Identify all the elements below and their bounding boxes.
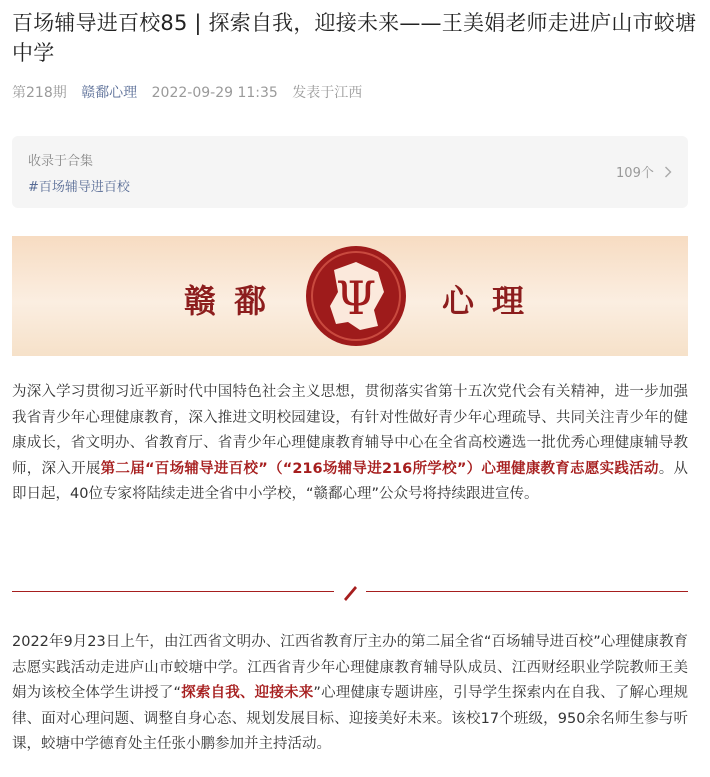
divider-line-left	[12, 591, 334, 592]
collection-card[interactable]	[12, 136, 688, 208]
paragraph-2-text-end: ”心理健康专题讲座，引导学生探索内在自我、了解心理规律、面对心理问题、调整自身心态、规划发展目标、迎接美好未来。该校17个班级，950余名师生参与听课，蛟塘中学德育处主任张小鹏参加并主持活动。	[12, 685, 689, 752]
psychology-logo-icon	[300, 240, 412, 352]
paragraph-2-highlight: 探索自我、迎接未来	[181, 685, 314, 701]
article-title: 百场辅导进百校85 | 探索自我，迎接未来——王美娟老师走进庐山市蛟塘中学	[12, 11, 697, 65]
paragraph-1-highlight: 第二届“百场辅导进百校”（“216场辅导进216所学校”）心理健康教育志愿实践活动	[100, 460, 659, 477]
issue-number: 第218期	[12, 85, 67, 101]
account-name-link[interactable]: 赣鄱心理	[81, 85, 138, 101]
banner-image	[12, 236, 688, 356]
article-paragraph-2	[12, 630, 688, 758]
banner-right-calligraphy: 心理	[442, 282, 543, 320]
publish-datetime: 2022-09-29 11:35	[151, 85, 278, 101]
article-paragraph-1	[12, 380, 688, 508]
section-divider	[12, 582, 688, 602]
divider-line-right	[366, 591, 688, 592]
chevron-right-icon	[664, 166, 672, 178]
paragraph-2-text-start: 2022年9月23日上午，由江西省文明办、江西省教育厅主办的第二届全省“百场辅导进百校”心理健康教育志愿实践活动走进庐山市蛟塘中学。江西省青少年心理健康教育辅导队成员、江西财经职业学院教师王美娟为该校全体学生讲授了“	[12, 634, 688, 701]
svg-text:Ψ: Ψ	[335, 271, 377, 325]
collection-tag-link[interactable]: #百场辅导进百校	[28, 180, 130, 195]
paragraph-1-text-start: 为深入学习贯彻习近平新时代中国特色社会主义思想，贯彻落实省第十五次党代会有关精神，进一步加强我省青少年心理健康教育，深入推进文明校园建设，有针对性做好青少年心理疏导、共同关注青少年的健康成长，省文明办、省教育厅、省青少年心理健康教育辅导中心在全省高校遴选一批优秀心理健康辅导教师，深入开展	[12, 384, 688, 477]
collection-count[interactable]	[616, 162, 672, 181]
publish-location: 发表于江西	[292, 85, 363, 101]
paragraph-1-text-end: 。从即日起，40位专家将陆续走进全省中小学校，“赣鄱心理”公众号将持续跟进宣传。	[12, 460, 689, 502]
pen-divider-icon	[340, 582, 360, 602]
collection-label: 收录于合集	[28, 154, 94, 169]
banner-left-calligraphy: 赣鄱	[184, 282, 285, 320]
article-meta	[12, 82, 702, 104]
collection-count-text: 109个	[616, 166, 654, 181]
